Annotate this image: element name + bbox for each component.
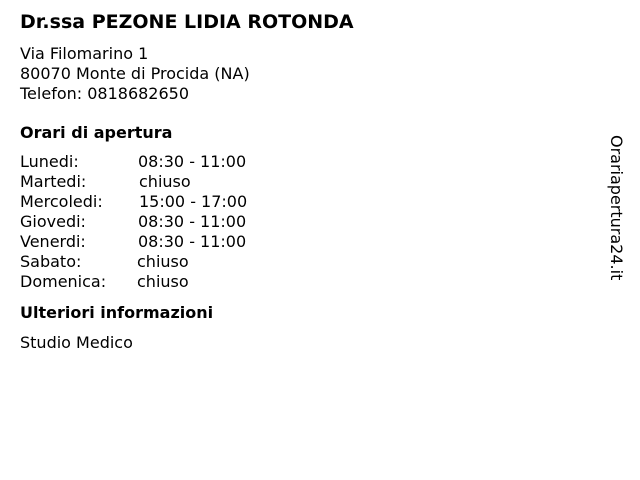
additional-info-text: Studio Medico xyxy=(20,333,133,352)
hours-time-value: 08:30 - 11:00 xyxy=(138,152,247,171)
hours-row-thursday xyxy=(20,212,600,232)
address-block xyxy=(20,44,600,104)
hours-day-label: Mercoledi: xyxy=(20,192,103,211)
hours-row-saturday xyxy=(20,252,600,272)
additional-info-heading: Ulteriori informazioni xyxy=(20,303,214,322)
hours-row-tuesday xyxy=(20,172,600,192)
hours-day-label: Martedi: xyxy=(20,172,87,191)
business-card xyxy=(20,8,600,353)
hours-time-value: 08:30 - 11:00 xyxy=(138,212,247,231)
hours-time-value: chiuso xyxy=(139,172,191,191)
hours-row-sunday xyxy=(20,272,600,292)
hours-time-value: chiuso xyxy=(137,252,189,271)
opening-hours-table xyxy=(20,152,600,292)
address-street: Via Filomarino 1 xyxy=(20,44,149,63)
hours-time-value: 08:30 - 11:00 xyxy=(138,232,247,251)
hours-day-label: Venerdi: xyxy=(20,232,86,251)
hours-row-monday xyxy=(20,152,600,172)
hours-time-value: chiuso xyxy=(137,272,189,291)
hours-day-label: Giovedi: xyxy=(20,212,86,231)
hours-row-wednesday xyxy=(20,192,600,212)
address-phone: Telefon: 0818682650 xyxy=(20,84,190,103)
hours-time-value: 15:00 - 17:00 xyxy=(139,192,248,211)
page-title: Dr.ssa PEZONE LIDIA ROTONDA xyxy=(20,11,354,33)
address-city: 80070 Monte di Procida (NA) xyxy=(20,64,250,83)
hours-day-label: Domenica: xyxy=(20,272,107,291)
hours-row-friday xyxy=(20,232,600,252)
hours-day-label: Sabato: xyxy=(20,252,82,271)
hours-day-label: Lunedi: xyxy=(20,152,79,171)
site-watermark: Orariapertura24.it xyxy=(607,135,626,281)
opening-hours-heading: Orari di apertura xyxy=(20,123,173,142)
